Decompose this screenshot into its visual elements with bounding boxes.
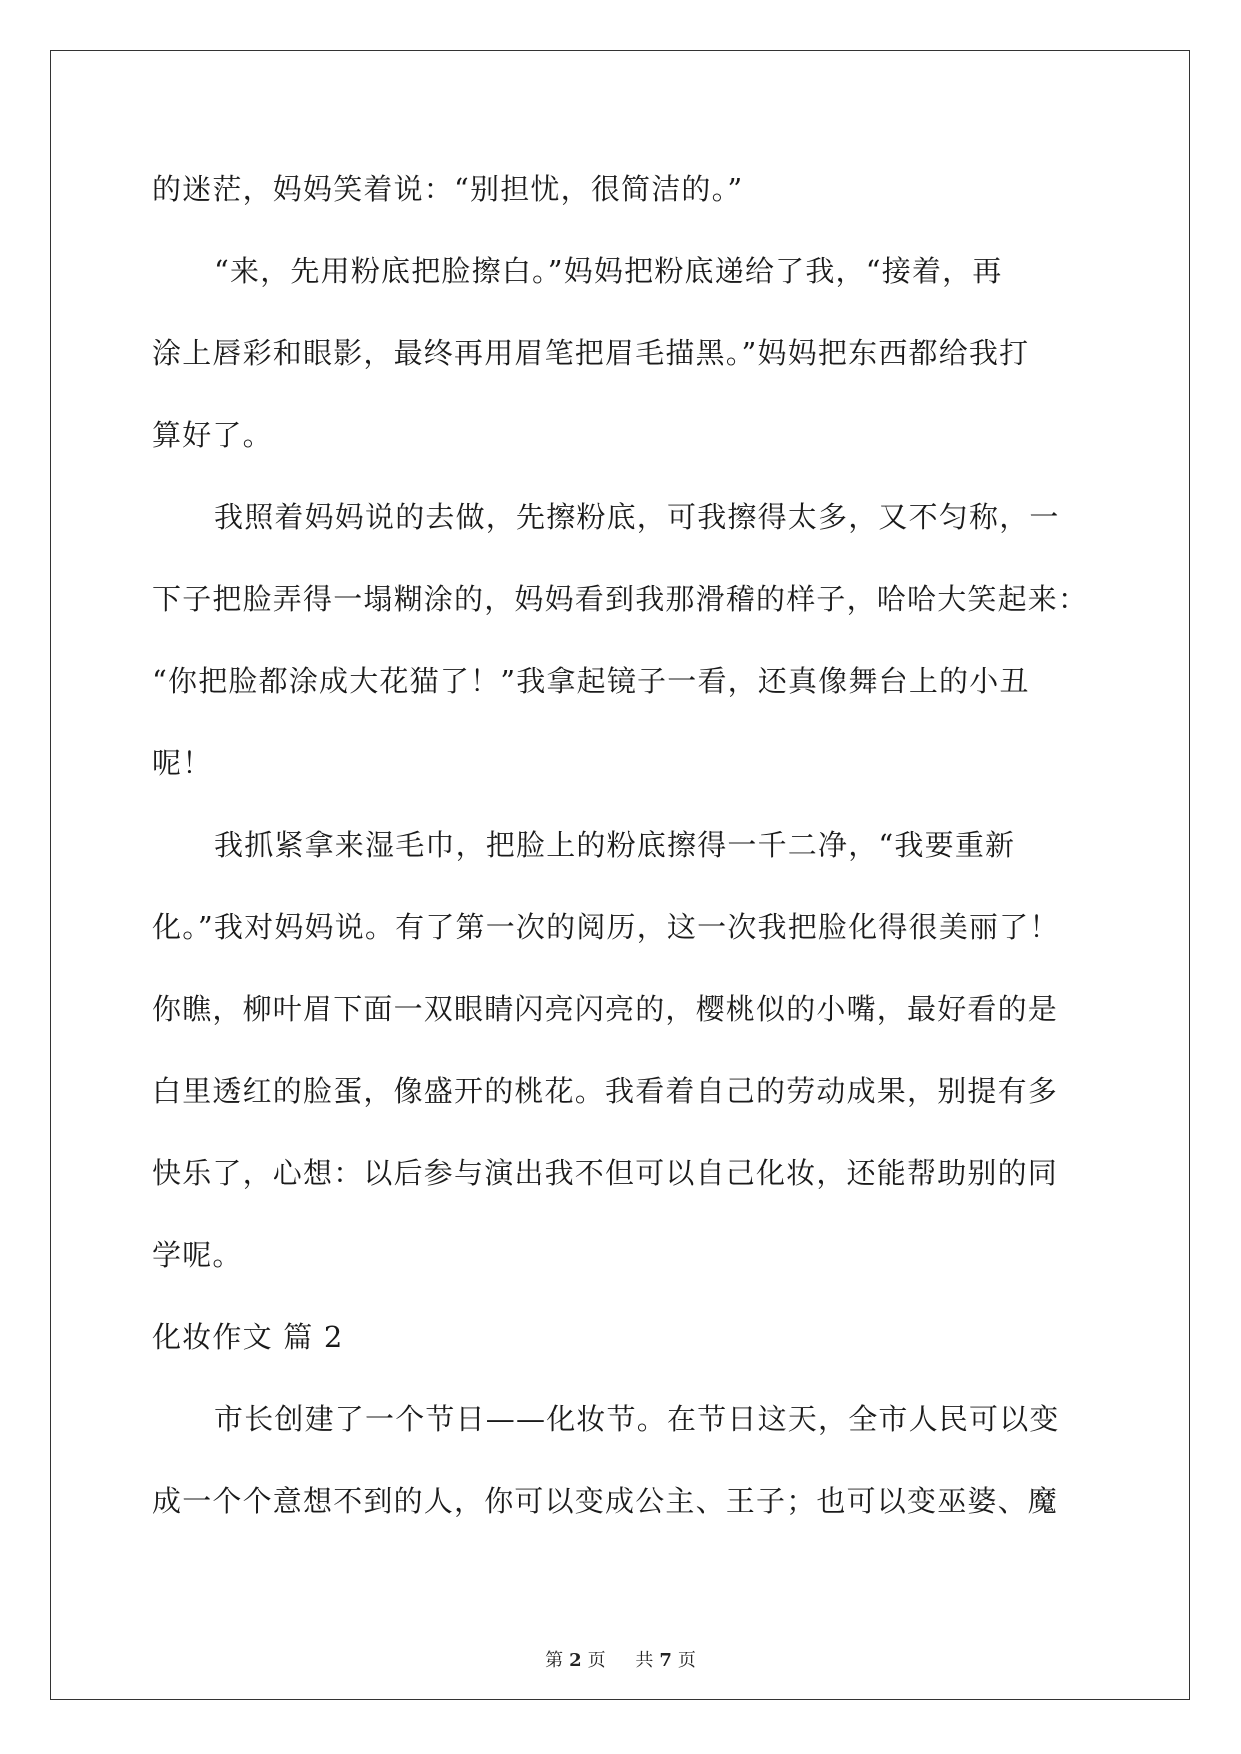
- text-line: 的迷茫，妈妈笑着说：“别担忧，很简洁的。”: [152, 172, 744, 206]
- document-body: [152, 148, 1092, 1542]
- text-line: 快乐了，心想：以后参与演出我不但可以自己化妆，还能帮助别的同: [152, 1156, 1059, 1190]
- text-line: 白里透红的脸蛋，像盛开的桃花。我看着自己的劳动成果，别提有多: [152, 1074, 1059, 1108]
- text-line: “来，先用粉底把脸擦白。”妈妈把粉底递给了我，“接着，再: [214, 254, 1003, 288]
- text-line: 市长创建了一个节日——化妆节。在节日这天，全市人民可以变: [214, 1402, 1060, 1436]
- text-line: “你把脸都涂成大花猫了！”我拿起镜子一看，还真像舞台上的小丑: [152, 664, 1030, 698]
- page-footer: [0, 1646, 1241, 1672]
- page-number: 第 2 页: [545, 1650, 606, 1671]
- text-line: 涂上唇彩和眼影，最终再用眉笔把眉毛描黑。”妈妈把东西都给我打: [152, 336, 1030, 370]
- text-line: 我照着妈妈说的去做，先擦粉底，可我擦得太多，又不匀称，一: [214, 500, 1060, 534]
- text-line: 算好了。: [152, 418, 273, 452]
- text-line: 学呢。: [152, 1238, 243, 1272]
- section-heading: 化妆作文 篇 2: [152, 1320, 344, 1354]
- text-line: 呢！: [152, 746, 213, 780]
- text-line: 我抓紧拿来湿毛巾，把脸上的粉底擦得一千二净，“我要重新: [214, 828, 1016, 862]
- text-line: 你瞧，柳叶眉下面一双眼睛闪亮闪亮的，樱桃似的小嘴，最好看的是: [152, 992, 1059, 1026]
- text-line: 成一个个意想不到的人，你可以变成公主、王子；也可以变巫婆、魔: [152, 1484, 1059, 1518]
- text-line: 化。”我对妈妈说。有了第一次的阅历，这一次我把脸化得很美丽了！: [152, 910, 1060, 944]
- text-line: 下子把脸弄得一塌糊涂的，妈妈看到我那滑稽的样子，哈哈大笑起来：: [152, 582, 1089, 616]
- page-total: 共 7 页: [635, 1650, 696, 1671]
